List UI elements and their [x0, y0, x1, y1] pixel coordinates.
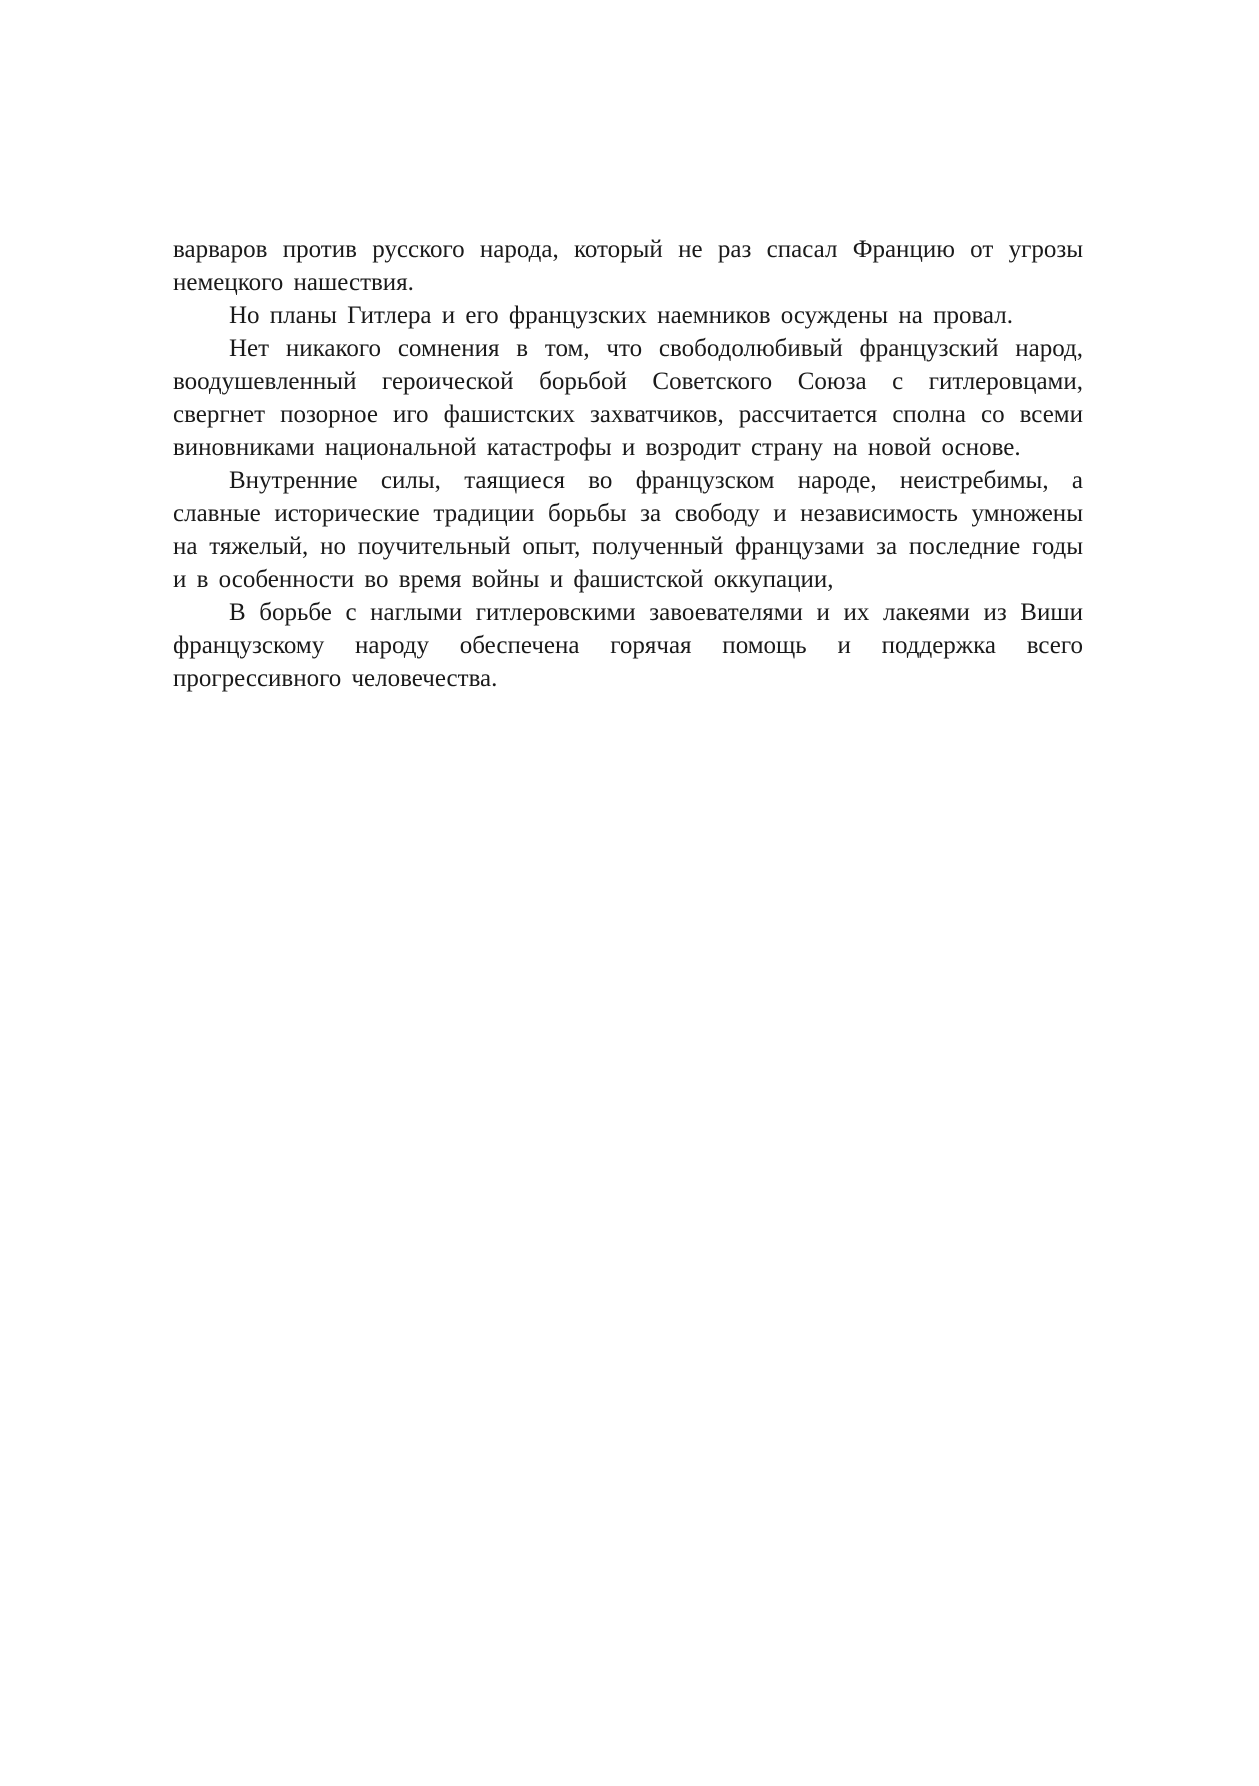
paragraph: Нет никакого сомнения в том, что свободолюбивый французский народ, воодушевленный героической борьбой Советского Союза с гитлеровцами, свергнет позорное иго фашистских захватчиков, рассчитается сполна со всеми виновниками национальной катастрофы и возродит страну на новой основе.: [173, 335, 1083, 461]
paragraph: В борьбе с наглыми гитлеровскими завоевателями и их лакеями из Виши французскому народу обеспечена горячая помощь и поддержка всего прогрессивного человечества.: [173, 599, 1083, 692]
paragraph: Внутренние силы, таящиеся во французском народе, неистребимы, а славные исторические традиции борьбы за свободу и независимость умножены на тяжелый, но поучительный опыт, полученный французами за последние годы и в особенности во время войны и фашистской оккупации,: [173, 467, 1083, 593]
paragraph: Но планы Гитлера и его французских наемников осуждены на провал.: [229, 302, 1013, 329]
body-text: [173, 233, 1083, 695]
paragraph-continuation: варваров против русского народа, который не раз спасал Францию от угрозы немецкого нашествия.: [173, 236, 1083, 296]
